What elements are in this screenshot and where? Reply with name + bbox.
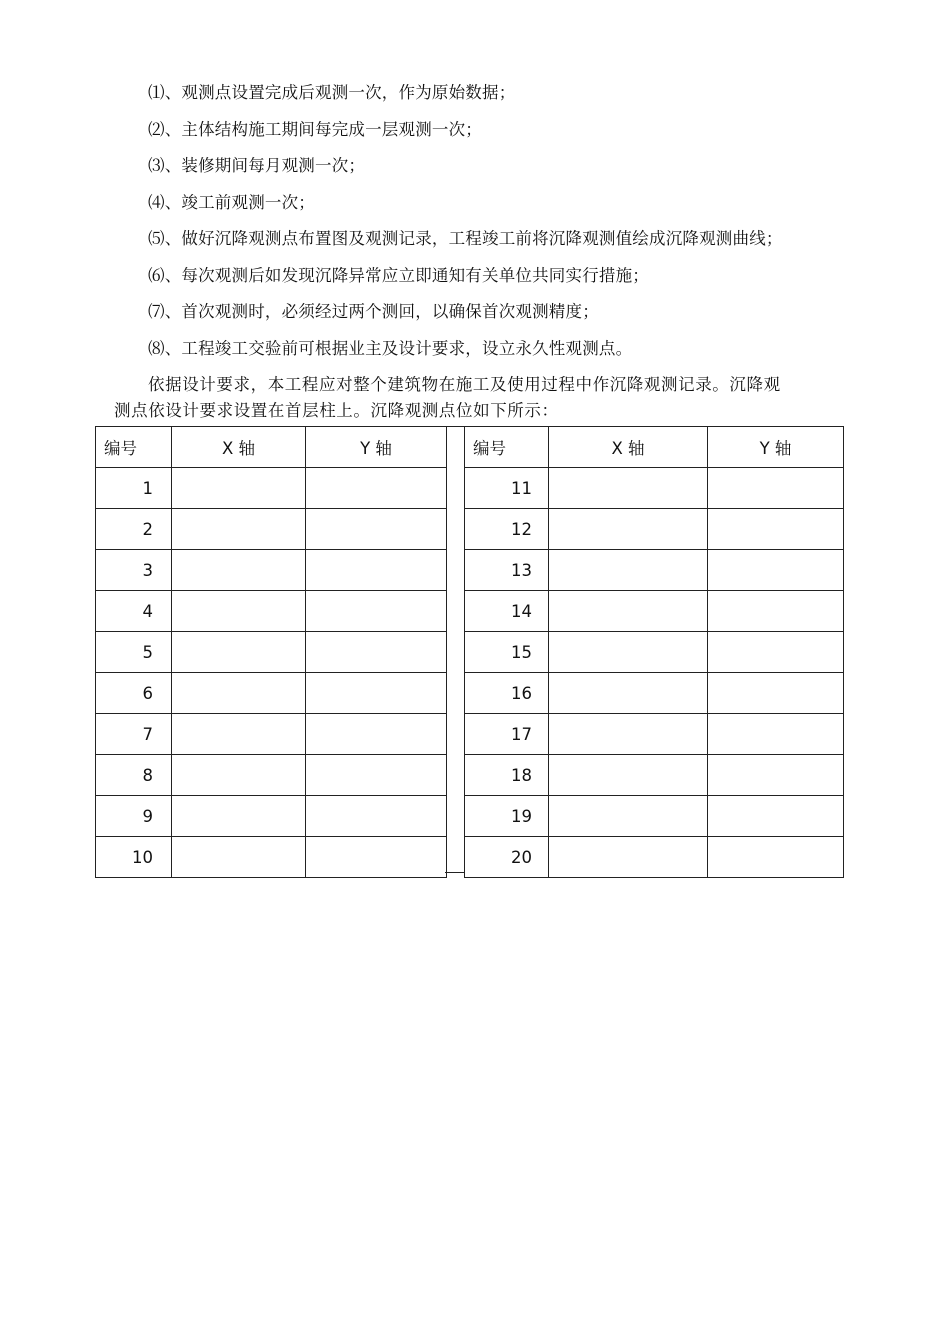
rule-item-1: ⑴、观测点设置完成后观测一次，作为原始数据； [148, 83, 516, 102]
row-number: 11 [465, 468, 549, 509]
y-value-cell [306, 632, 447, 673]
row-number: 4 [96, 591, 172, 632]
x-value-cell [549, 591, 708, 632]
x-value-cell [549, 632, 708, 673]
x-value-cell [172, 632, 306, 673]
x-value-cell [549, 755, 708, 796]
y-value-cell [708, 755, 844, 796]
row-number: 6 [96, 673, 172, 714]
rule-item-2: ⑵、主体结构施工期间每完成一层观测一次； [148, 120, 482, 139]
row-number: 5 [96, 632, 172, 673]
y-value-cell [708, 509, 844, 550]
x-value-cell [172, 509, 306, 550]
x-value-cell [172, 468, 306, 509]
table-row [465, 837, 844, 878]
x-value-cell [172, 796, 306, 837]
table-row [465, 796, 844, 837]
paragraph-line-2: 测点依设计要求设置在首层柱上。沉降观测点位如下所示： [114, 401, 559, 420]
x-value-cell [549, 673, 708, 714]
x-value-cell [172, 837, 306, 878]
y-value-cell [708, 591, 844, 632]
header-number: 编号 [465, 427, 549, 468]
y-value-cell [708, 714, 844, 755]
row-number: 20 [465, 837, 549, 878]
table-row [96, 837, 447, 878]
x-value-cell [549, 550, 708, 591]
table-row [96, 755, 447, 796]
y-value-cell [708, 632, 844, 673]
y-value-cell [306, 714, 447, 755]
table-header-row [465, 427, 844, 468]
rule-item-4: ⑷、竣工前观测一次； [148, 193, 315, 212]
y-value-cell [306, 550, 447, 591]
row-number: 10 [96, 837, 172, 878]
y-value-cell [306, 796, 447, 837]
table-row [465, 509, 844, 550]
table-header-row [96, 427, 447, 468]
header-number: 编号 [96, 427, 172, 468]
row-number: 12 [465, 509, 549, 550]
table-row [96, 591, 447, 632]
rule-item-3: ⑶、装修期间每月观测一次； [148, 156, 366, 175]
rule-item-7: ⑺、首次观测时，必须经过两个测回，以确保首次观测精度； [148, 302, 599, 321]
x-value-cell [172, 591, 306, 632]
x-value-cell [172, 755, 306, 796]
x-value-cell [549, 837, 708, 878]
table-row [96, 550, 447, 591]
y-value-cell [708, 796, 844, 837]
x-value-cell [549, 796, 708, 837]
row-number: 2 [96, 509, 172, 550]
header-x-axis: X 轴 [549, 427, 708, 468]
table-row [465, 591, 844, 632]
y-value-cell [708, 837, 844, 878]
rule-item-5: ⑸、做好沉降观测点布置图及观测记录，工程竣工前将沉降观测值绘成沉降观测曲线； [148, 229, 783, 248]
x-value-cell [172, 714, 306, 755]
y-value-cell [306, 509, 447, 550]
header-x-axis: X 轴 [172, 427, 306, 468]
x-value-cell [549, 509, 708, 550]
x-value-cell [172, 673, 306, 714]
table-row [96, 632, 447, 673]
table-row [465, 714, 844, 755]
row-number: 1 [96, 468, 172, 509]
table-row [465, 632, 844, 673]
row-number: 16 [465, 673, 549, 714]
x-value-cell [172, 550, 306, 591]
table-row [96, 796, 447, 837]
table-row [96, 509, 447, 550]
rule-item-6: ⑹、每次观测后如发现沉降异常应立即通知有关单位共同实行措施； [148, 266, 649, 285]
row-number: 17 [465, 714, 549, 755]
rule-item-8: ⑻、工程竣工交验前可根据业主及设计要求，设立永久性观测点。 [148, 339, 633, 358]
header-y-axis: Y 轴 [708, 427, 844, 468]
y-value-cell [306, 755, 447, 796]
row-number: 19 [465, 796, 549, 837]
paragraph-line-1: 依据设计要求，本工程应对整个建筑物在施工及使用过程中作沉降观测记录。沉降观 [148, 375, 781, 394]
y-value-cell [306, 837, 447, 878]
table-row [465, 673, 844, 714]
x-value-cell [549, 714, 708, 755]
row-number: 3 [96, 550, 172, 591]
settlement-table-right [464, 426, 844, 878]
row-number: 18 [465, 755, 549, 796]
row-number: 9 [96, 796, 172, 837]
table-row [465, 755, 844, 796]
y-value-cell [708, 673, 844, 714]
settlement-table-left [95, 426, 447, 878]
table-row [465, 468, 844, 509]
table-row [96, 714, 447, 755]
table-row [96, 673, 447, 714]
y-value-cell [708, 550, 844, 591]
x-value-cell [549, 468, 708, 509]
row-number: 14 [465, 591, 549, 632]
y-value-cell [306, 673, 447, 714]
y-value-cell [708, 468, 844, 509]
y-value-cell [306, 468, 447, 509]
header-y-axis: Y 轴 [306, 427, 447, 468]
table-spacer [445, 426, 465, 873]
table-row [96, 468, 447, 509]
row-number: 15 [465, 632, 549, 673]
y-value-cell [306, 591, 447, 632]
row-number: 13 [465, 550, 549, 591]
row-number: 8 [96, 755, 172, 796]
row-number: 7 [96, 714, 172, 755]
table-row [465, 550, 844, 591]
